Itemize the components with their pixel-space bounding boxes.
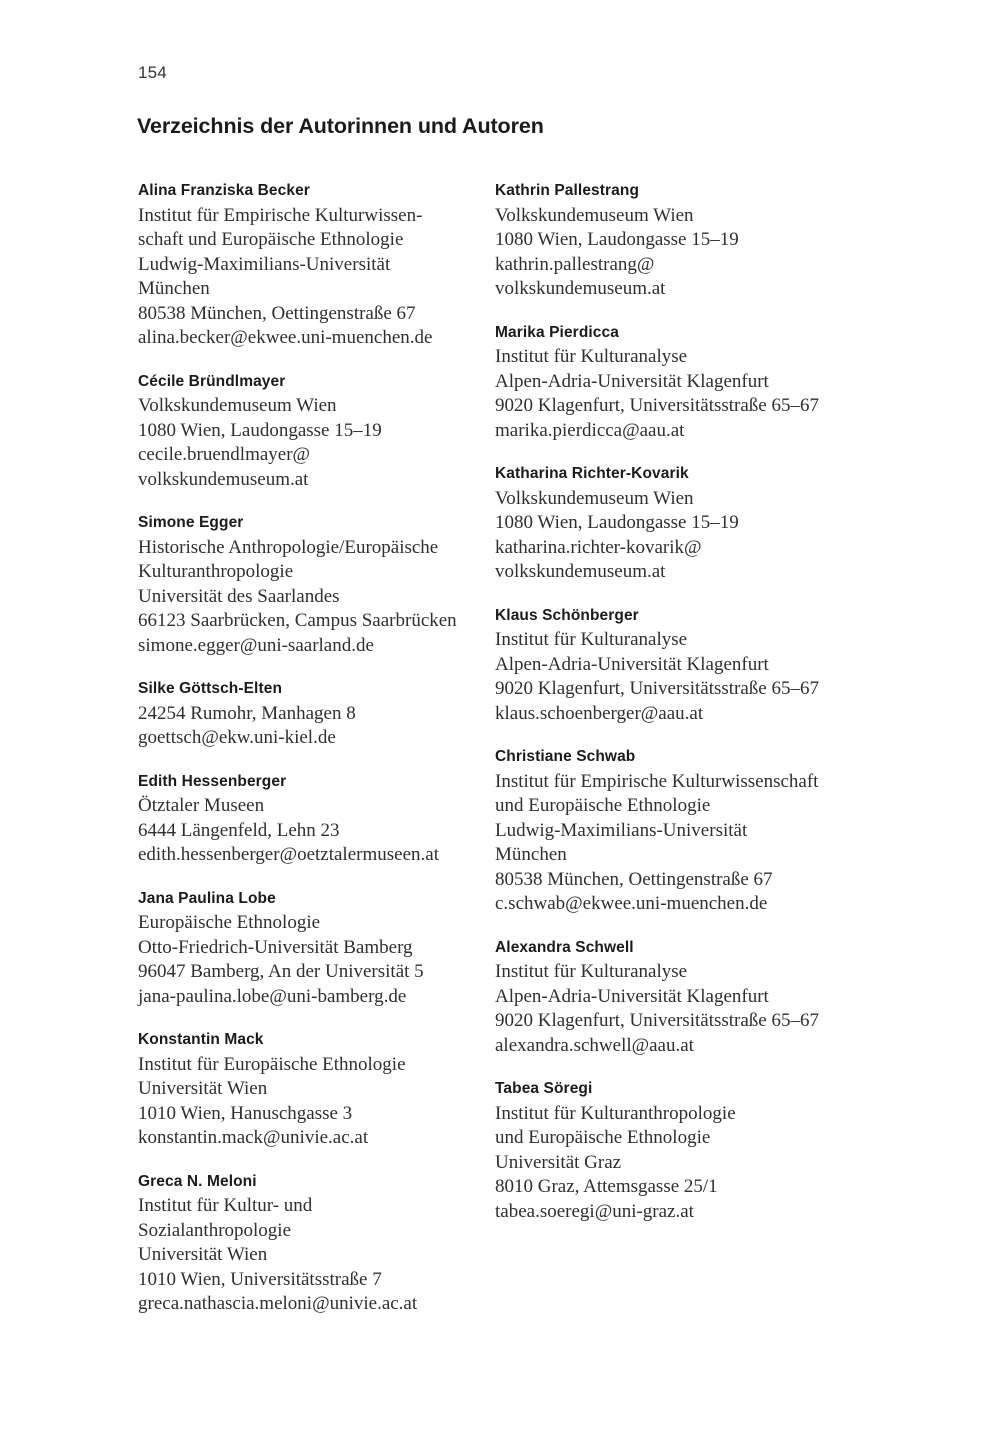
page-number: 154 [138,63,167,82]
author-entry [495,604,883,727]
entry-line: München [495,844,567,865]
author-entry [138,770,490,868]
entry-line: und Europäische Ethnologie [495,795,711,816]
author-entry [138,1170,490,1317]
email-text: konstantin.mack@univie.ac.at [138,1127,369,1148]
entry-line: Institut für Kulturanalyse [495,629,688,650]
entry-line: Ludwig-Maximilians-Universität [138,253,391,275]
author-entry [138,179,490,351]
entry-line: Volkskundemuseum Wien [495,204,694,226]
entry-line: Otto-Friedrich-Universität Bamberg [138,936,413,958]
author-entry [495,462,883,585]
entry-line: 80538 München, Oettingenstraße 67 [495,868,773,890]
entry-line: Institut für Empirische Kulturwissenschaft [495,770,819,792]
entry-line: Kulturanthropologie [138,561,294,582]
entry-line: 9020 Klagenfurt, Universitätsstraße 65–67 [495,395,819,416]
author-name: Katharina Richter-Kovarik [495,465,689,482]
entry-line: Institut für Kulturanthropologie [495,1102,736,1124]
entry-line: 1080 Wien, Laudongasse 15–19 [495,229,739,250]
author-name: Edith Hessenberger [138,772,287,790]
author-name: Marika Pierdicca [495,323,619,341]
entry-line: 1010 Wien, Hanuschgasse 3 [138,1102,353,1124]
entry-line: Institut für Kulturanalyse [495,961,688,982]
page-title: Verzeichnis der Autorinnen und Autoren [137,114,544,138]
author-name: Konstantin Mack [138,1031,264,1048]
author-entry [138,677,490,751]
entry-line: 9020 Klagenfurt, Universitätsstraße 65–67 [495,678,819,699]
email-text: tabea.soeregi@uni-graz.at [495,1200,694,1222]
entry-line: Alpen-Adria-Universität Klagenfurt [495,370,769,392]
entry-line: München [138,278,210,299]
entry-line: Institut für Kulturanalyse [495,346,688,367]
entry-line: 1080 Wien, Laudongasse 15–19 [138,419,382,441]
entry-line: 80538 München, Oettingenstraße 67 [138,302,416,324]
author-entry [138,511,490,658]
entry-line: Institut für Empirische Kulturwissen- [138,204,423,226]
entry-line: Europäische Ethnologie [138,912,321,933]
author-entry [495,179,883,302]
email-text: alexandra.schwell@aau.at [495,1034,694,1056]
email-text: volkskundemuseum.at [495,561,666,582]
author-name: Alexandra Schwell [495,938,634,956]
author-name: Jana Paulina Lobe [138,889,276,907]
entry-line: Alpen-Adria-Universität Klagenfurt [495,985,769,1007]
author-entry [495,1077,883,1224]
author-name: Greca N. Meloni [138,1172,257,1190]
entry-line: Universität des Saarlandes [138,585,340,607]
author-name: Klaus Schönberger [495,606,639,624]
author-column-left [138,179,490,1336]
email-text: volkskundemuseum.at [138,468,309,490]
author-entry [138,1028,490,1151]
author-name: Alina Franziska Becker [138,182,310,199]
author-entry [138,887,490,1010]
entry-line: Ludwig-Maximilians-Universität [495,819,748,841]
entry-line: Volkskundemuseum Wien [495,487,694,509]
author-name: Simone Egger [138,514,244,531]
email-text: jana-paulina.lobe@uni-bamberg.de [138,985,407,1007]
email-text: c.schwab@ekwee.uni-muenchen.de [495,893,768,914]
email-text: katharina.richter-kovarik@ [495,536,702,558]
author-name: Tabea Söregi [495,1080,593,1097]
entry-line: schaft und Europäische Ethnologie [138,229,404,250]
entry-line: 66123 Saarbrücken, Campus Saarbrücken [138,610,457,631]
author-name: Kathrin Pallestrang [495,182,640,199]
entry-line: Sozialanthropologie [138,1219,292,1241]
entry-line: Institut für Kultur- und [138,1195,313,1216]
entry-line: 1080 Wien, Laudongasse 15–19 [495,512,739,533]
email-text: cecile.bruendlmayer@ [138,444,311,465]
entry-line: und Europäische Ethnologie [495,1127,711,1148]
entry-line: Universität Wien [138,1078,268,1099]
entry-line: Institut für Europäische Ethnologie [138,1053,406,1075]
email-text: goettsch@ekw.uni-kiel.de [138,727,336,748]
email-text: edith.hessenberger@oetztalermuseen.at [138,844,439,865]
author-entry [495,321,883,444]
author-entry [495,745,883,917]
entry-line: Volkskundemuseum Wien [138,395,337,416]
entry-line: 1010 Wien, Universitätsstraße 7 [138,1268,382,1290]
email-text: simone.egger@uni-saarland.de [138,634,374,656]
entry-line: 96047 Bamberg, An der Universität 5 [138,961,424,982]
email-text: alina.becker@ekwee.uni-muenchen.de [138,327,433,348]
author-entry [495,936,883,1059]
email-text: greca.nathascia.meloni@univie.ac.at [138,1293,418,1314]
email-text: klaus.schoenberger@aau.at [495,702,704,724]
email-text: marika.pierdicca@aau.at [495,419,685,441]
author-entry [138,370,490,493]
author-column-right [495,179,883,1243]
author-name: Christiane Schwab [495,748,636,765]
entry-line: 9020 Klagenfurt, Universitätsstraße 65–67 [495,1010,819,1031]
email-text: volkskundemuseum.at [495,278,666,299]
author-name: Cécile Bründlmayer [138,372,286,390]
entry-line: Universität Graz [495,1151,622,1173]
entry-line: Ötztaler Museen [138,795,265,816]
entry-line: 6444 Längenfeld, Lehn 23 [138,819,340,841]
entry-line: Historische Anthropologie/Europäische [138,536,439,558]
email-text: kathrin.pallestrang@ [495,253,655,275]
entry-line: Alpen-Adria-Universität Klagenfurt [495,653,769,675]
entry-line: 24254 Rumohr, Manhagen 8 [138,702,356,724]
entry-line: 8010 Graz, Attemsgasse 25/1 [495,1176,718,1197]
entry-line: Universität Wien [138,1244,268,1265]
author-name: Silke Göttsch-Elten [138,680,283,697]
